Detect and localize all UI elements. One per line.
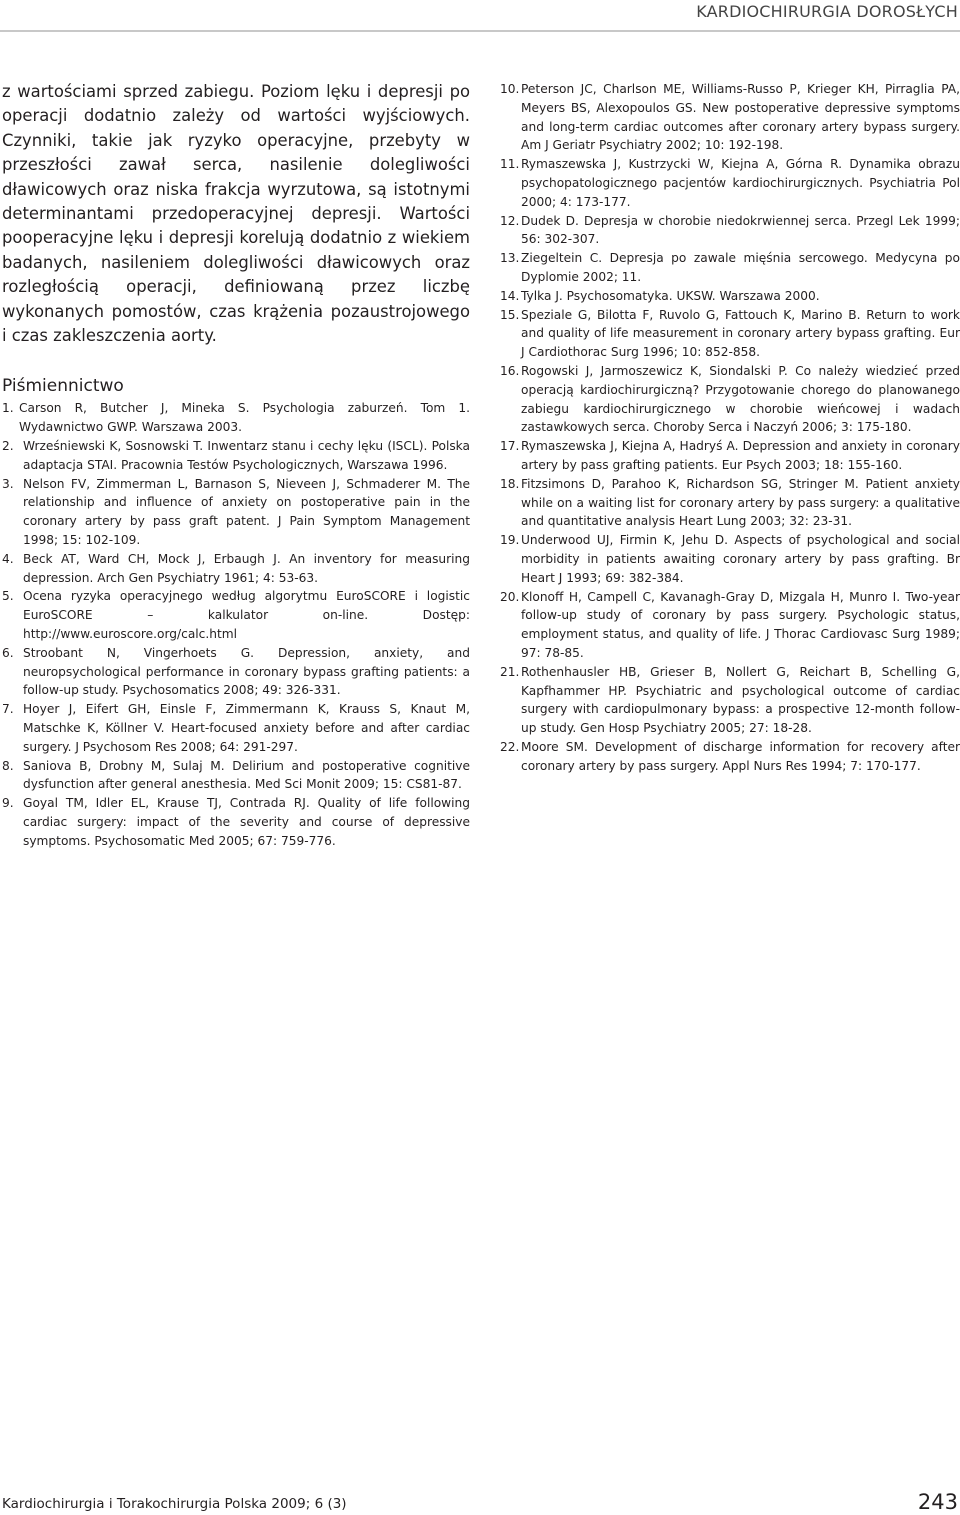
reference-text: Ocena ryzyka operacyjnego według algorytmu EuroSCORE i logistic EuroSCORE – kalkulator on-line. Dostęp: http://www.euroscore.org/calc.html [23,589,470,642]
reference-number: 18. [500,476,520,491]
references-list-left [2,399,470,850]
reference-item [500,306,960,362]
reference-item [500,287,960,306]
reference-number: 9. [2,796,14,811]
reference-number: 21. [500,664,520,679]
reference-number: 22. [500,739,520,754]
footer-journal-citation: Kardiochirurgia i Torakochirurgia Polska 2009; 6 (3) [2,1496,347,1512]
reference-item [500,475,960,531]
reference-item [500,531,960,587]
reference-item [2,757,470,795]
reference-number: 2. [2,439,14,454]
reference-text: Rogowski J, Jarmoszewicz K, Siondalski P. Co należy wiedzieć przed operacją kardiochirurgiczną? Przygotowanie chorego do planowanego zabiegu kardiochirurgicznego w chorobie wieńcowej i wadach zastawkowych serca. Choroby Serca i Naczyń 2006; 3: 175-180. [521,363,960,435]
reference-text: Fitzsimons D, Parahoo K, Richardson SG, Stringer M. Patient anxiety while on a waiting list for coronary artery by pass surgery: a qualitative and quantitative analysis Heart Lung 2003; 32: 23-31. [521,476,960,529]
reference-text: Moore SM. Development of discharge information for recovery after coronary artery by pass surgery. Appl Nurs Res 1994; 7: 170-177. [521,739,960,773]
reference-number: 3. [2,476,14,491]
reference-number: 6. [2,645,14,660]
right-column [500,80,960,775]
reference-item [500,249,960,287]
reference-number: 5. [2,589,14,604]
reference-item [2,399,470,437]
reference-item [2,437,470,475]
reference-text: Wrześniewski K, Sosnowski T. Inwentarz stanu i cechy lęku (ISCL). Polska adaptacja STAI. Pracownia Testów Psychologicznych, Warszawa 1996. [23,439,470,472]
reference-text: Goyal TM, Idler EL, Krause TJ, Contrada RJ. Quality of life following cardiac surgery: impact of the severity and course of depressive symptoms. Psychosomatic Med 2005; 67: 759-776. [23,796,470,848]
reference-text: Stroobant N, Vingerhoets G. Depression, anxiety, and neuropsychological performance in coronary bypass grafting patients: a follow-up study. Psychosomatics 2008; 49: 326-331. [23,645,470,698]
reference-text: Carson R, Butcher J, Mineka S. Psychologia zaburzeń. Tom 1. Wydawnictwo GWP. Warszawa 2003. [19,401,470,435]
reference-item [500,155,960,211]
reference-text: Dudek D. Depresja w chorobie niedokrwiennej serca. Przegl Lek 1999; 56: 302-307. [521,213,960,247]
reference-text: Rymaszewska J, Kustrzycki W, Kiejna A, Górna R. Dynamika obrazu psychopatologicznego pacjentów kardiochirurgicznych. Psychiatria Pol 2000; 4: 173-177. [521,157,960,209]
reference-text: Underwood UJ, Firmin K, Jehu D. Aspects of psychological and social morbidity in patients awaiting coronary artery by pass grafting. Br Heart J 1993; 69: 382-384. [521,533,960,585]
reference-text: Ziegeltein C. Depresja po zawale mięśnia sercowego. Medycyna po Dyplomie 2002; 11. [521,251,960,284]
reference-item [500,80,960,155]
reference-text: Nelson FV, Zimmerman L, Barnason S, Nieveen J, Schmaderer M. The relationship and influence of anxiety on postoperative pain in the coronary artery by pass graft patent. J Pain Symptom Management 1998; 15: 102-109. [23,476,470,548]
references-heading: Piśmiennictwo [2,376,124,397]
reference-number: 11. [500,157,520,172]
reference-item [500,437,960,475]
header-rule [0,30,960,32]
reference-number: 20. [500,589,520,604]
reference-text: Beck AT, Ward CH, Mock J, Erbaugh J. An inventory for measuring depression. Arch Gen Psychiatry 1961; 4: 53-63. [23,551,470,585]
reference-text: Rymaszewska J, Kiejna A, Hadryś A. Depression and anxiety in coronary artery by pass grafting patients. Eur Psych 2003; 18: 155-160. [521,439,960,472]
reference-item [2,644,470,700]
reference-text: Hoyer J, Eifert GH, Einsle F, Zimmermann K, Krauss S, Knaut M, Matschke K, Köllner V. Heart-focused anxiety before and after cardiac surgery. J Psychosom Res 2008; 64: 291-297. [23,702,470,754]
reference-item [500,738,960,776]
reference-item [500,588,960,663]
reference-item [500,362,960,437]
reference-number: 4. [2,551,14,566]
reference-number: 8. [2,758,14,773]
reference-number: 16. [500,363,520,378]
reference-number: 17. [500,439,520,454]
reference-number: 13. [500,251,520,266]
references-list-right [500,80,960,775]
running-head: KARDIOCHIRURGIA DOROSŁYCH [696,2,958,21]
reference-number: 1. [2,401,14,416]
reference-item [2,475,470,550]
reference-text: Tylka J. Psychosomatyka. UKSW. Warszawa 2000. [521,288,820,303]
reference-item [2,550,470,588]
reference-item [2,587,470,643]
reference-text: Klonoff H, Campell C, Kavanagh-Gray D, Mizgala H, Munro I. Two-year follow-up study of coronary by pass surgery. Psychologic status, employment status, and quality of life. J Thorac Cardiovasc Surg 1989; 97: 78-85. [521,589,960,660]
reference-text: Speziale G, Bilotta F, Ruvolo G, Fattouch K, Marino B. Return to work and quality of life measurement in coronary artery bypass grafting. Eur J Cardiothorac Surg 1996; 10: 852-858. [521,307,960,360]
reference-number: 19. [500,533,520,548]
reference-item [2,794,470,850]
reference-text: Peterson JC, Charlson ME, Williams-Russo P, Krieger KH, Pirraglia PA, Meyers BS, Alexopoulos GS. New postoperative depressive symptoms and long-term cardiac outcomes after coronary artery bypass surgery. Am J Geriatr Psychiatry 2002; 10: 192-198. [521,82,960,153]
reference-text: Rothenhausler HB, Grieser B, Nollert G, Reichart B, Schelling G, Kapfhammer HP. Psychiatric and psychological outcome of cardiac surgery with cardiopulmonary bypass: a prospective 12-month follow-up study. Gen Hosp Psychiatry 2005; 27: 18-28. [521,664,960,736]
reference-number: 12. [500,213,520,228]
reference-number: 14. [500,288,520,303]
reference-text: Saniova B, Drobny M, Sulaj M. Delirium and postoperative cognitive dysfunction after general anesthesia. Med Sci Monit 2009; 15: CS81-87. [23,758,470,792]
reference-item [500,212,960,250]
reference-number: 10. [500,82,520,96]
body-paragraph: z wartościami sprzed zabiegu. Poziom lęku i depresji po operacji dodatnio zależy od wartości wyjściowych. Czynniki, takie jak ryzyko operacyjne, przebyty w przeszłości zawał serca, nasilenie dolegliwości dławicowych oraz niska frakcja wyrzutowa, są istotnymi determinantami przedoperacyjnej depresji. Wartości pooperacyjne lęku i depresji korelują dodatnio z wiekiem badanych, nasileniem dolegliwości dławicowych oraz rozległością operacji, definiowaną przez liczbę wykonanych pomostów, czas krążenia pozaustrojowego i czas zakleszczenia aorty. [2,82,470,346]
reference-number: 15. [500,307,520,322]
reference-number: 7. [2,702,14,717]
reference-item [2,700,470,756]
reference-item [500,663,960,738]
page-number: 243 [917,1490,958,1514]
left-column [2,80,470,851]
